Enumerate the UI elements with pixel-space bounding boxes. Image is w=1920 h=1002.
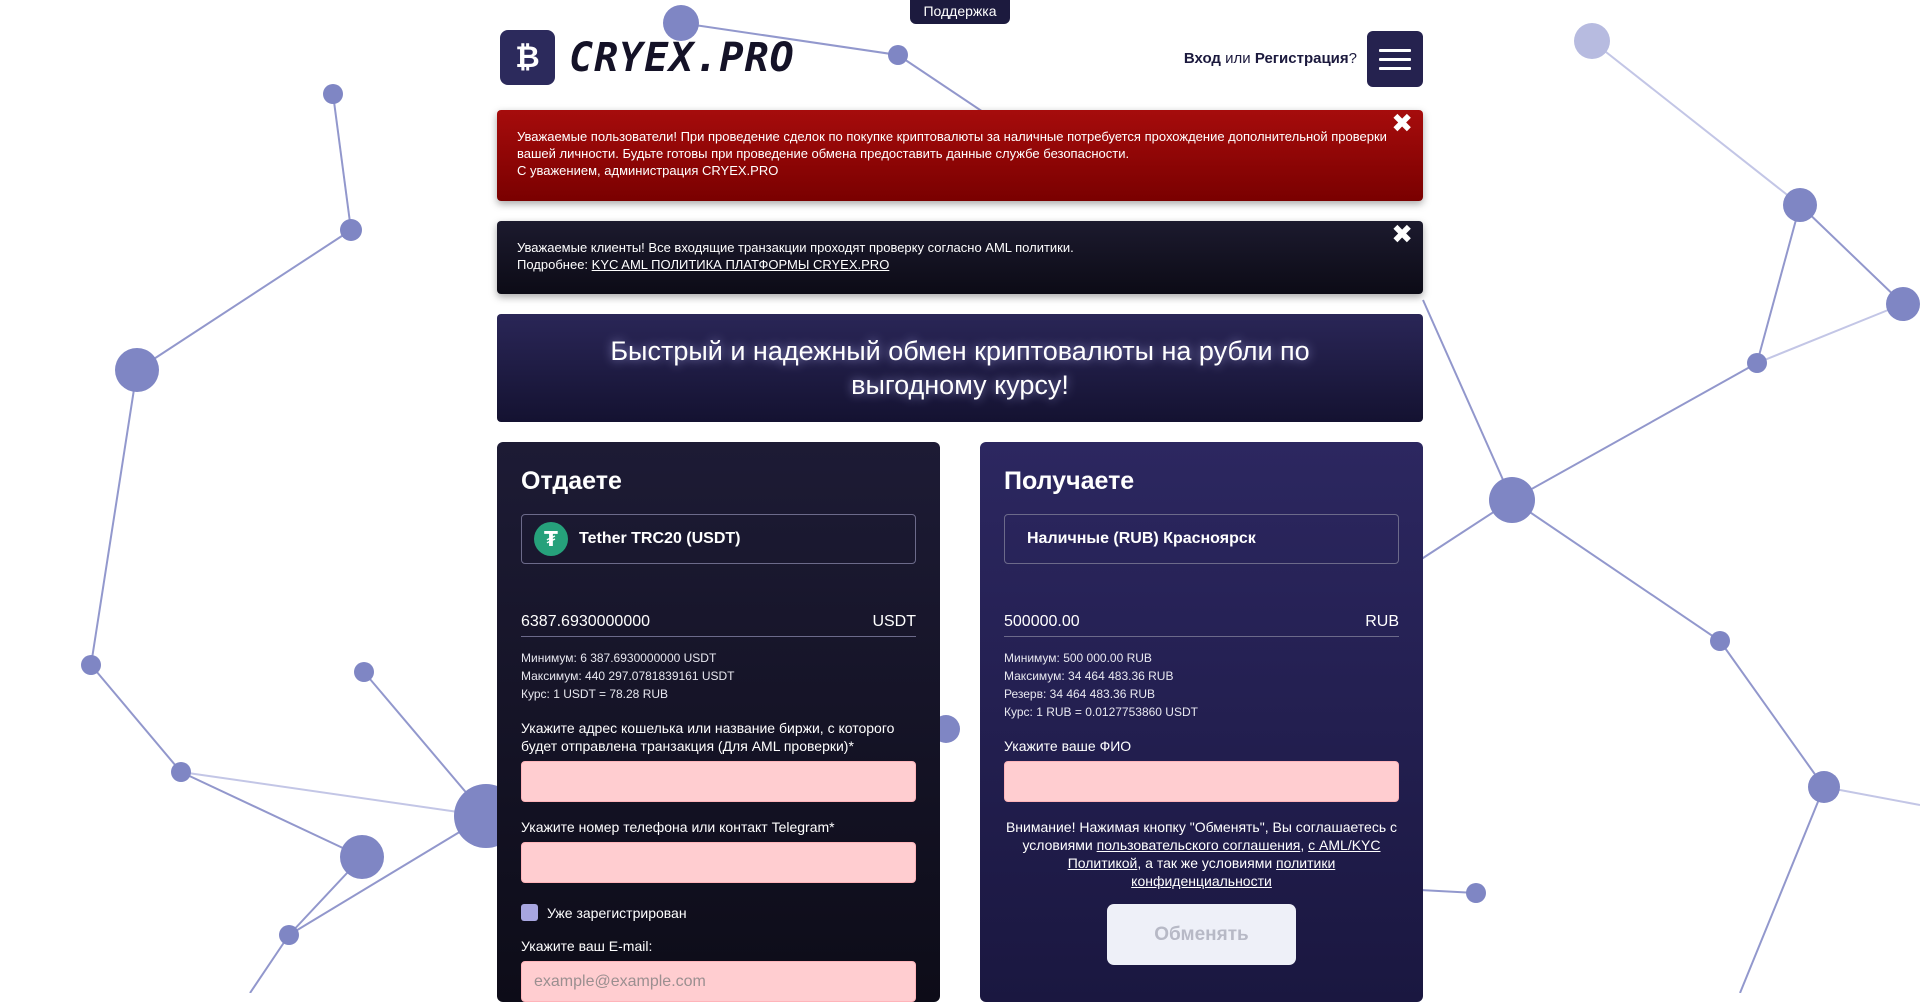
login-link[interactable]: Вход — [1183, 50, 1221, 67]
agreement-text — [1004, 818, 1399, 890]
agree-middle: , а так же условиями — [1137, 855, 1277, 871]
registered-row — [521, 904, 916, 921]
header — [497, 28, 1423, 92]
close-icon[interactable]: ✖ — [1391, 109, 1413, 139]
email-label: Укажите ваш E-mail: — [521, 938, 653, 954]
agree-comma: , — [1300, 837, 1309, 853]
get-currency-label: Наличные (RUB) Красноярск — [1027, 530, 1256, 547]
fullname-field[interactable] — [1004, 761, 1399, 802]
close-icon[interactable]: ✖ — [1391, 220, 1413, 250]
phone-label: Укажите номер телефона или контакт Telegram* — [521, 819, 835, 835]
email-field[interactable]: example@example.com — [521, 961, 916, 1002]
notice-verification-text: Уважаемые пользователи! При проведение сделок по покупке криптовалюты за наличные потребуется прохождение дополнительной проверки вашей личности. Будьте готовы при проведение обмена предоставить данные службе безопасности. — [517, 129, 1387, 161]
auth-links — [1184, 50, 1357, 67]
get-max: Максимум: 34 464 483.36 RUB — [1004, 669, 1174, 683]
give-limits — [521, 649, 916, 703]
notice-verification-signature: С уважением, администрация CRYEX.PRO — [517, 163, 779, 178]
give-amount-input[interactable] — [521, 608, 916, 637]
hero-banner — [497, 314, 1423, 422]
user-agreement-link[interactable]: пользовательского соглашения — [1096, 837, 1301, 853]
wallet-label: Укажите адрес кошелька или название биржи, с которого будет отправлена транзакция (Для AML проверки)* — [521, 720, 895, 754]
get-rate: Курс: 1 RUB = 0.0127753860 USDT — [1004, 705, 1198, 719]
give-panel — [497, 442, 940, 1002]
fullname-label: Укажите ваше ФИО — [1004, 738, 1132, 754]
aml-kyc-link[interactable]: с AML/KYC Политикой — [1067, 837, 1381, 871]
get-amount-value: 500000.00 — [1004, 613, 1080, 630]
phone-field[interactable] — [521, 842, 916, 883]
privacy-policy-link[interactable]: политики конфиденциальности — [1131, 855, 1336, 889]
registered-label: Уже зарегистрирован — [547, 904, 687, 921]
auth-or-text: или — [1225, 50, 1251, 67]
logo[interactable] — [500, 30, 795, 85]
give-currency-select[interactable] — [521, 514, 916, 564]
support-button[interactable]: Поддержка — [910, 0, 1010, 24]
auth-suffix: ? — [1348, 50, 1357, 67]
give-rate: Курс: 1 USDT = 78.28 RUB — [521, 687, 669, 701]
give-amount-unit: USDT — [872, 613, 916, 630]
get-amount-input[interactable] — [1004, 608, 1399, 637]
give-currency-label: Tether TRC20 (USDT) — [579, 530, 741, 547]
notice-aml — [497, 221, 1423, 294]
get-panel — [980, 442, 1423, 1002]
notice-verification — [497, 110, 1423, 201]
get-currency-select[interactable] — [1004, 514, 1399, 564]
aml-policy-link[interactable]: KYC AML ПОЛИТИКА ПЛАТФОРМЫ CRYEX.PRO — [591, 257, 890, 272]
give-title: Отдаете — [521, 467, 622, 495]
exchange-button[interactable]: Обменять — [1107, 904, 1296, 965]
get-min: Минимум: 500 000.00 RUB — [1004, 651, 1152, 665]
get-reserve: Резерв: 34 464 483.36 RUB — [1004, 687, 1156, 701]
registered-checkbox[interactable] — [521, 904, 538, 921]
tether-icon: ₮ — [534, 522, 568, 556]
register-link[interactable]: Регистрация — [1254, 50, 1349, 67]
get-amount-unit: RUB — [1365, 613, 1399, 630]
give-max: Максимум: 440 297.0781839161 USDT — [521, 669, 735, 683]
give-min: Минимум: 6 387.6930000000 USDT — [521, 651, 717, 665]
notice-aml-more-label: Подробнее: — [517, 257, 589, 272]
notice-aml-text: Уважаемые клиенты! Все входящие транзакции проходят проверку согласно AML политики. — [517, 240, 1074, 255]
get-limits — [1004, 649, 1399, 721]
agree-prefix: Внимание! Нажимая кнопку "Обменять", Вы соглашаетесь с условиями — [1005, 819, 1398, 853]
get-title: Получаете — [1004, 467, 1135, 495]
bitcoin-logo-icon: ₿ — [500, 30, 555, 85]
hamburger-menu-icon[interactable] — [1367, 31, 1423, 87]
wallet-field[interactable] — [521, 761, 916, 802]
give-amount-value: 6387.6930000000 — [521, 613, 651, 630]
hero-title: Быстрый и надежный обмен криптовалюты на рубли по выгодному курсу! — [610, 336, 1310, 400]
logo-text: CRYEX.PRO — [569, 34, 795, 81]
